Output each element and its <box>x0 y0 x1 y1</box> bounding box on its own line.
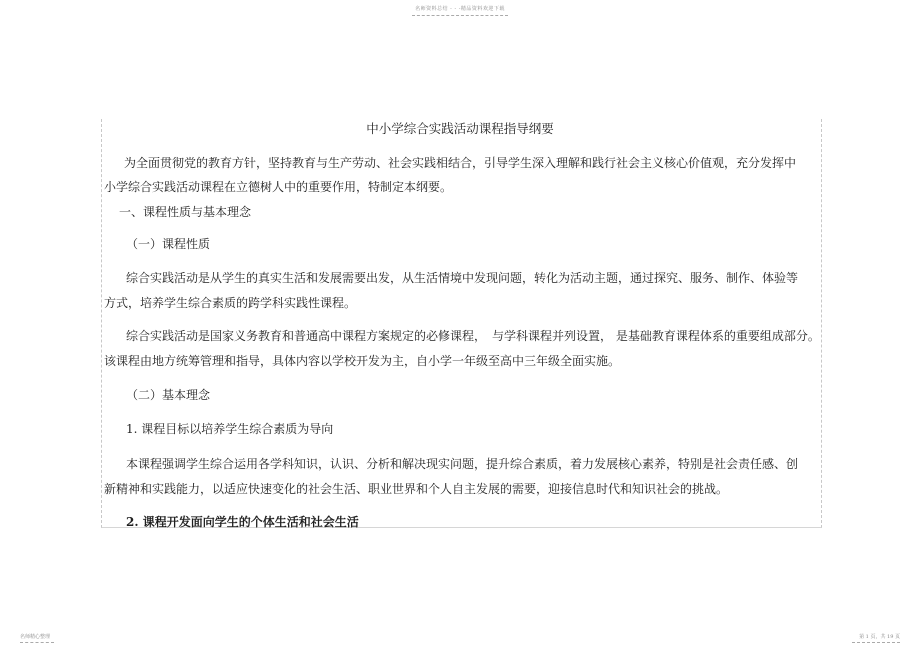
footer-divider-right <box>852 642 900 643</box>
subsection-heading: （二）基本理念 <box>126 388 211 402</box>
page-header: 名师资料总结 - - -精品资料欢迎下载 <box>415 6 505 12</box>
paragraph-line: 方式，培养学生综合素质的跨学科实践性课程。 <box>104 296 357 310</box>
numbered-point: 1. 课程目标以培养学生综合素质为导向 <box>126 422 334 436</box>
paragraph-line: 该课程由地方统筹管理和指导，具体内容以学校开发为主，自小学一年级至高中三年级全面实施。 <box>104 354 621 368</box>
paragraph-line: 综合实践活动是国家义务教育和普通高中课程方案规定的必修课程， <box>126 329 487 343</box>
paragraph-line: 本课程强调学生综合运用各学科知识，认识、分析和解决现实问题，提升综合素质，着力发展核心素养，特别是社会责任感、创 <box>126 457 799 471</box>
paragraph-line: 与学科课程并列设置， 是基础教育课程体系的重要组成部分。 <box>492 329 820 343</box>
paragraph-line: 综合实践活动是从学生的真实生活和发展需要出发，从生活情境中发现问题，转化为活动主题，通过探究、服务、制作、体验等 <box>126 271 799 285</box>
document-title: 中小学综合实践活动课程指导纲要 <box>366 121 554 136</box>
paragraph-line: 为全面贯彻党的教育方针，坚持教育与生产劳动、社会实践相结合，引导学生深入理解和践行社会主义核心价值观，充分发挥中 <box>124 156 797 170</box>
header-divider <box>412 15 508 16</box>
paragraph-line: 小学综合实践活动课程在立德树人中的重要作用，特制定本纲要。 <box>104 180 453 194</box>
numbered-point: 2. 课程开发面向学生的个体生活和社会生活 <box>126 515 359 529</box>
section-heading: 一、课程性质与基本理念 <box>119 205 252 219</box>
page-number: 第 1 页，共 19 页 <box>859 634 900 640</box>
footer-left: 名师精心整理 <box>20 634 51 640</box>
footer-divider-left <box>20 642 54 643</box>
subsection-heading: （一）课程性质 <box>126 237 211 251</box>
paragraph-line: 新精神和实践能力，以适应快速变化的社会生活、职业世界和个人自主发展的需要，迎接信息时代和知识社会的挑战。 <box>104 482 729 496</box>
